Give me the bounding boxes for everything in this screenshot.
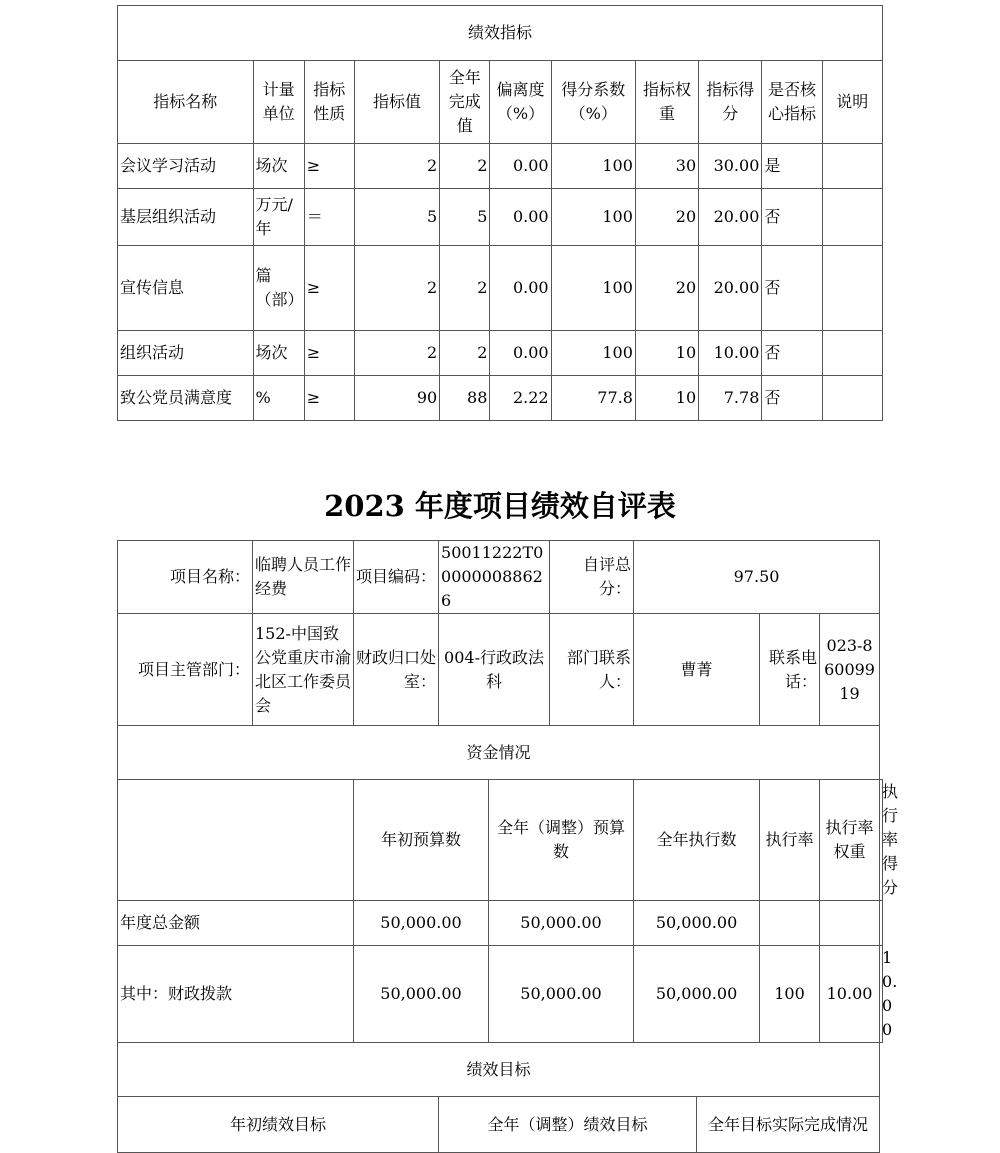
indicator-score: 30.00 (699, 144, 762, 189)
header-initial-goal: 年初绩效目标 (118, 1097, 439, 1153)
indicator-target-value: 2 (354, 144, 439, 189)
table-row (118, 376, 883, 421)
self-score-value: 97.50 (634, 541, 880, 614)
indicator-deviation: 0.00 (490, 189, 551, 246)
indicator-actual-value: 2 (440, 246, 490, 331)
finance-office-value: 004-行政政法科 (439, 614, 550, 726)
project-code-label: 项目编码： (354, 541, 439, 614)
header-adjusted-goal: 全年（调整）绩效目标 (439, 1097, 697, 1153)
contact-label: 部门联系人： (550, 614, 634, 726)
indicator-nature: ＝ (304, 189, 354, 246)
indicator-weight: 20 (635, 189, 698, 246)
project-name-value: 临聘人员工作经费 (253, 541, 354, 614)
performance-indicator-table (117, 5, 883, 421)
indicator-weight: 20 (635, 246, 698, 331)
indicator-name: 致公党员满意度 (118, 376, 254, 421)
project-info-row (118, 541, 883, 614)
indicator-weight: 10 (635, 376, 698, 421)
contact-value: 曹菁 (634, 614, 760, 726)
header-actual-value: 全年完成值 (440, 61, 490, 144)
header-score: 指标得分 (699, 61, 762, 144)
indicator-name: 会议学习活动 (118, 144, 254, 189)
indicator-section-title: 绩效指标 (118, 6, 883, 61)
indicator-is-core: 是 (762, 144, 822, 189)
indicator-name: 宣传信息 (118, 246, 254, 331)
indicator-score: 20.00 (699, 189, 762, 246)
indicator-is-core: 否 (762, 376, 822, 421)
indicator-unit: 万元/年 (253, 189, 304, 246)
funds-header-blank (118, 780, 354, 901)
indicator-target-value: 5 (354, 189, 439, 246)
funds-executed: 50,000.00 (634, 946, 760, 1043)
indicator-name: 组织活动 (118, 331, 254, 376)
finance-office-label: 财政归口处室： (354, 614, 439, 726)
indicator-actual-value: 88 (440, 376, 490, 421)
indicator-nature: ≥ (304, 144, 354, 189)
page-title: 2023 年度项目绩效自评表 (324, 489, 676, 523)
indicator-unit: 场次 (253, 331, 304, 376)
indicator-note (822, 144, 882, 189)
indicator-is-core: 否 (762, 189, 822, 246)
indicator-deviation: 0.00 (490, 144, 551, 189)
indicator-actual-value: 2 (440, 144, 490, 189)
indicator-target-value: 2 (354, 246, 439, 331)
indicator-note (822, 246, 882, 331)
header-nature: 指标性质 (304, 61, 354, 144)
dept-value: 152-中国致公党重庆市渝北区工作委员会 (253, 614, 354, 726)
funds-executed: 50,000.00 (634, 901, 760, 946)
indicator-weight: 30 (635, 144, 698, 189)
project-code-value: 50011222T000000088626 (439, 541, 550, 614)
project-self-evaluation-table (117, 540, 899, 1153)
indicator-unit: 场次 (253, 144, 304, 189)
funds-section-title: 资金情况 (118, 726, 880, 780)
table-row (118, 331, 883, 376)
indicator-actual-value: 2 (440, 331, 490, 376)
funds-rate-weight: 10.00 (820, 946, 880, 1043)
indicator-header-row (118, 61, 883, 144)
indicator-coefficient: 100 (551, 331, 635, 376)
department-info-row (118, 614, 883, 726)
header-execution-rate: 执行率 (760, 780, 820, 901)
funds-rate-score: 10.00 (880, 946, 883, 1043)
self-score-label: 自评总分： (550, 541, 634, 614)
indicator-note (822, 376, 882, 421)
indicator-nature: ≥ (304, 376, 354, 421)
funds-adjusted: 50,000.00 (489, 946, 634, 1043)
funds-header-row (118, 780, 883, 901)
phone-label: 联系电话： (760, 614, 820, 726)
indicator-score: 10.00 (699, 331, 762, 376)
project-name-label: 项目名称： (118, 541, 253, 614)
indicator-weight: 10 (635, 331, 698, 376)
table-row (118, 246, 883, 331)
goals-section-title: 绩效目标 (118, 1043, 880, 1097)
table-row (118, 189, 883, 246)
funds-rate-weight (820, 901, 880, 946)
indicator-is-core: 否 (762, 331, 822, 376)
indicator-unit: % (253, 376, 304, 421)
indicator-nature: ≥ (304, 331, 354, 376)
header-is-core: 是否核心指标 (762, 61, 822, 144)
indicator-deviation: 2.22 (490, 376, 551, 421)
indicator-nature: ≥ (304, 246, 354, 331)
indicator-score: 20.00 (699, 246, 762, 331)
indicator-target-value: 2 (354, 331, 439, 376)
indicator-actual-value: 5 (440, 189, 490, 246)
funds-adjusted: 50,000.00 (489, 901, 634, 946)
header-initial-budget: 年初预算数 (354, 780, 489, 901)
table-row (118, 901, 883, 946)
header-unit: 计量单位 (253, 61, 304, 144)
funds-rate (760, 901, 820, 946)
funds-row-label: 年度总金额 (118, 901, 354, 946)
table-row (118, 946, 883, 1043)
indicator-coefficient: 100 (551, 144, 635, 189)
funds-rate: 100 (760, 946, 820, 1043)
indicator-note (822, 331, 882, 376)
indicator-score: 7.78 (699, 376, 762, 421)
indicator-name: 基层组织活动 (118, 189, 254, 246)
indicator-coefficient: 77.8 (551, 376, 635, 421)
header-note: 说明 (822, 61, 882, 144)
funds-row-label: 其中：财政拨款 (118, 946, 354, 1043)
header-target-value: 指标值 (354, 61, 439, 144)
indicator-deviation: 0.00 (490, 331, 551, 376)
header-adjusted-budget: 全年（调整）预算数 (489, 780, 634, 901)
indicator-target-value: 90 (354, 376, 439, 421)
header-indicator-name: 指标名称 (118, 61, 254, 144)
header-goal-completion: 全年目标实际完成情况 (697, 1097, 880, 1153)
indicator-unit: 篇（部） (253, 246, 304, 331)
indicator-note (822, 189, 882, 246)
indicator-coefficient: 100 (551, 246, 635, 331)
indicator-is-core: 否 (762, 246, 822, 331)
indicator-coefficient: 100 (551, 189, 635, 246)
funds-initial: 50,000.00 (354, 946, 489, 1043)
indicator-deviation: 0.00 (490, 246, 551, 331)
goals-header-row (118, 1097, 883, 1153)
funds-initial: 50,000.00 (354, 901, 489, 946)
header-deviation: 偏离度（%） (490, 61, 551, 144)
header-rate-weight: 执行率权重 (820, 780, 880, 901)
funds-rate-score (880, 901, 883, 946)
dept-label: 项目主管部门： (118, 614, 253, 726)
phone-value: 023-86009919 (820, 614, 880, 726)
header-weight: 指标权重 (635, 61, 698, 144)
header-score-coefficient: 得分系数（%） (551, 61, 635, 144)
header-executed: 全年执行数 (634, 780, 760, 901)
header-rate-score: 执行率得分 (880, 780, 883, 901)
table-row (118, 144, 883, 189)
